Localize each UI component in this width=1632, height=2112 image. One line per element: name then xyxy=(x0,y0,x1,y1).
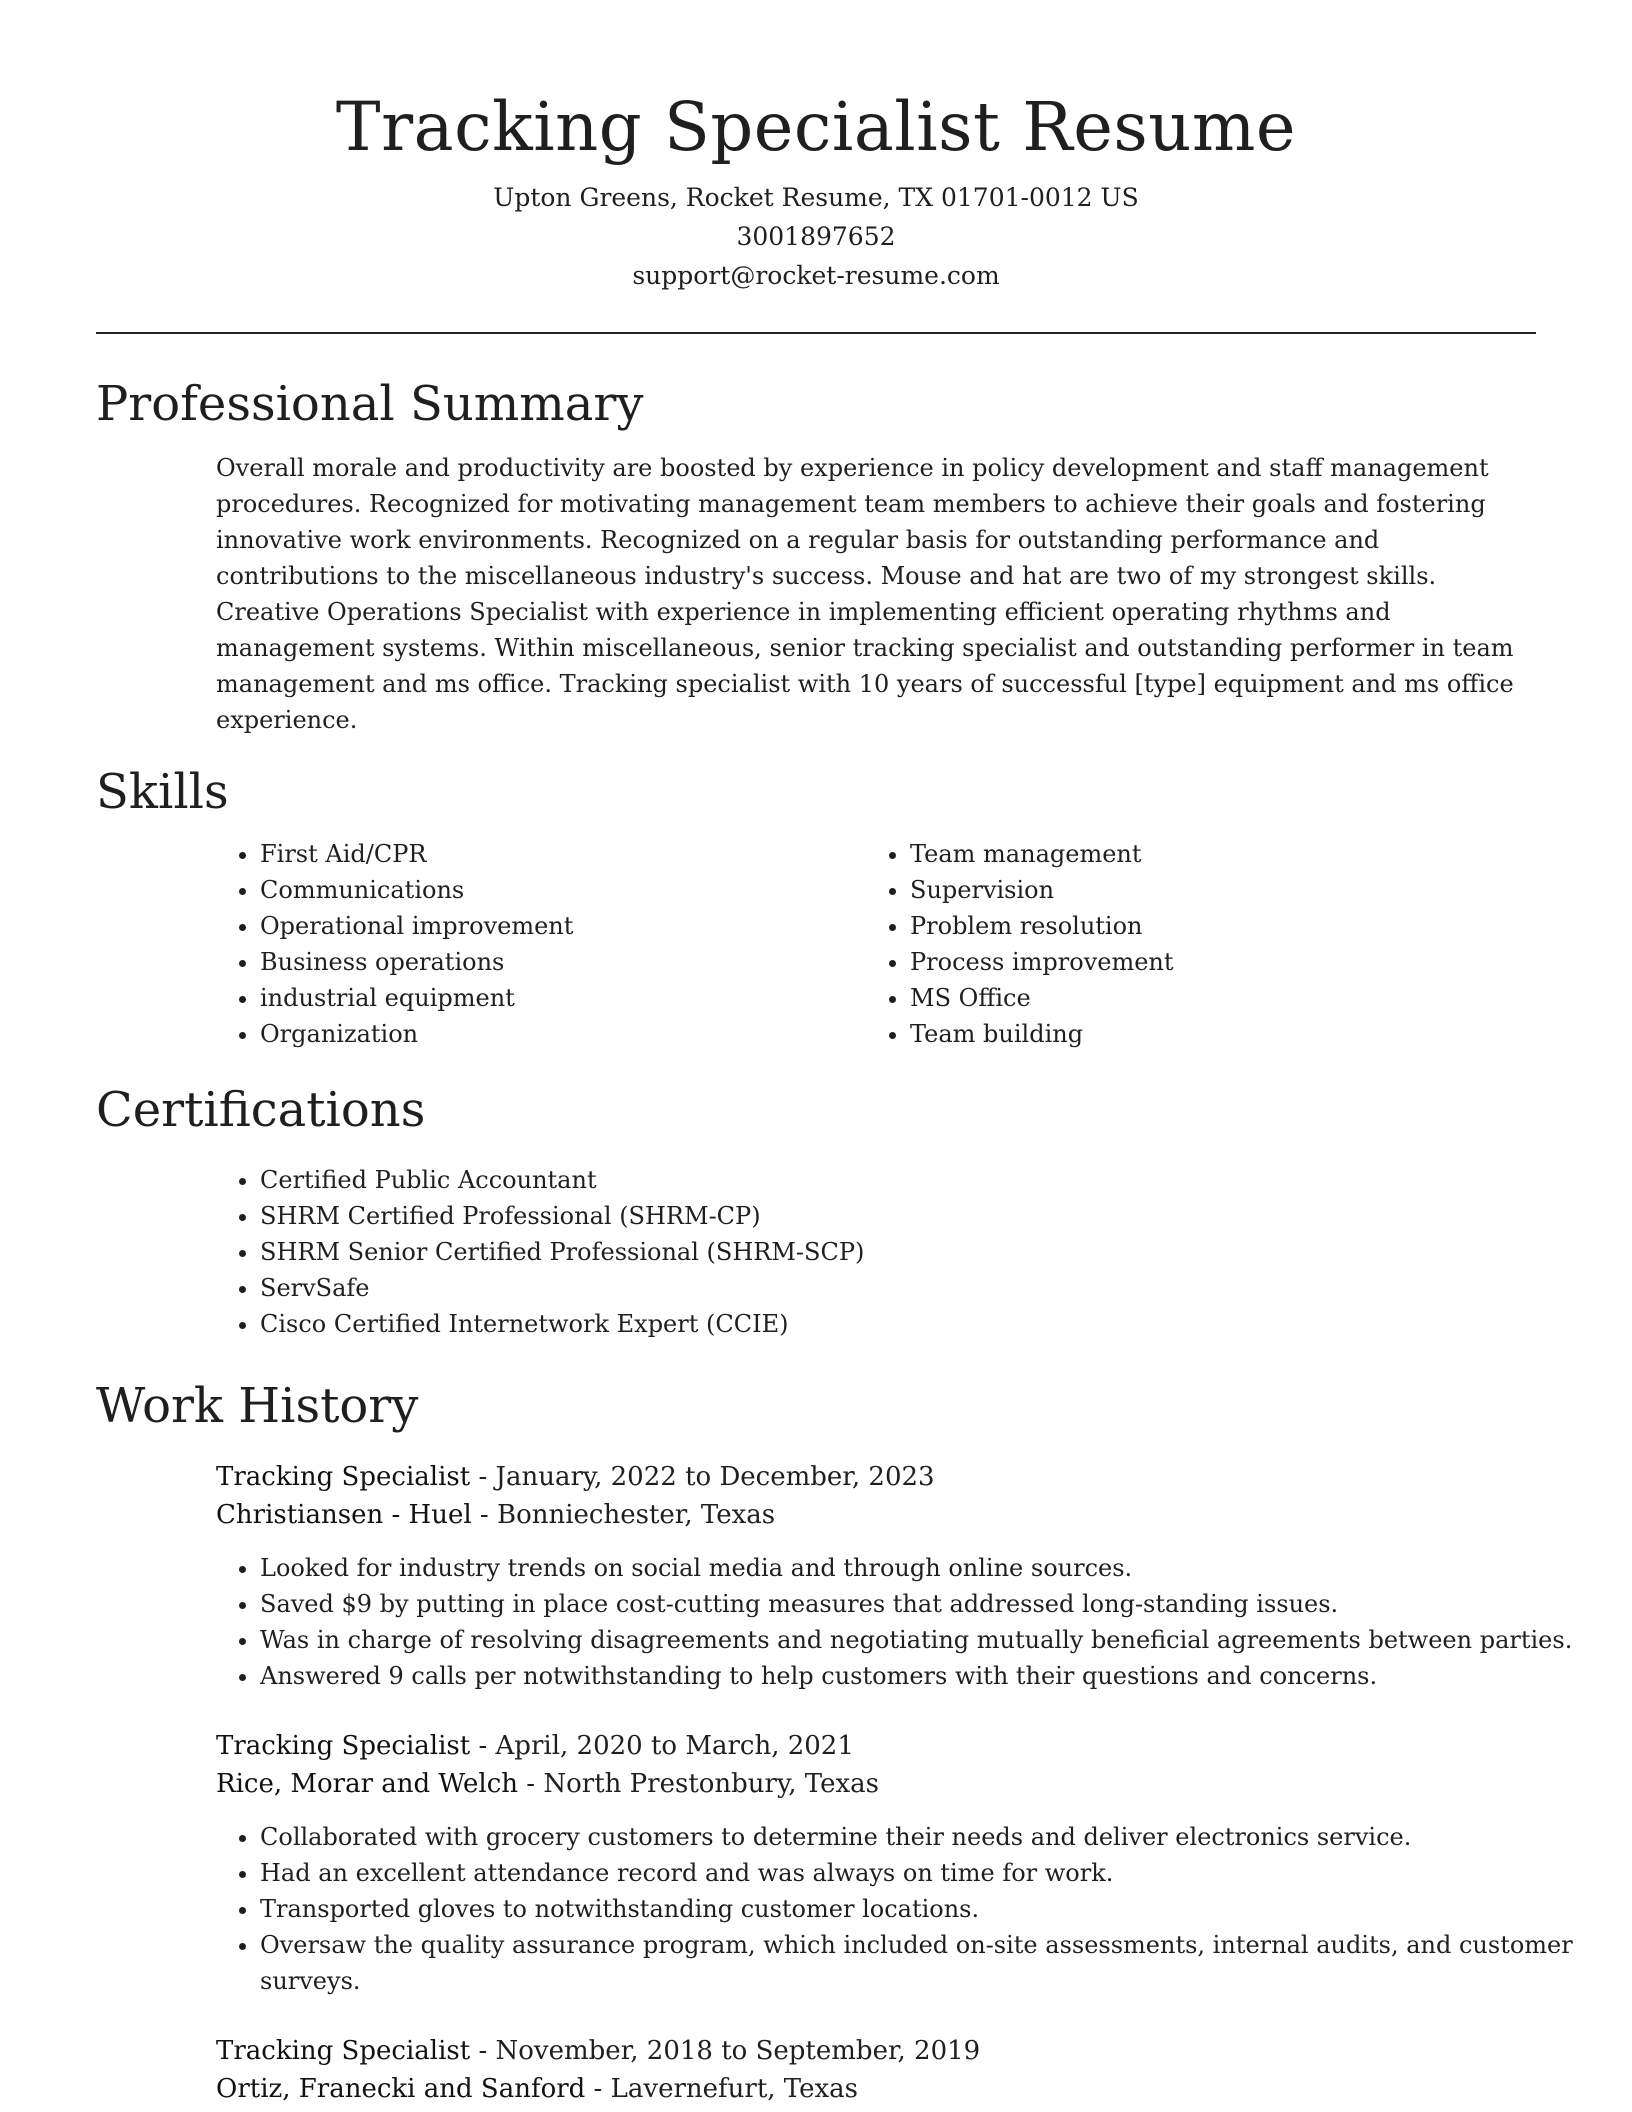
job-location: Lavernefurt, Texas xyxy=(610,2074,859,2104)
skill-item: • Business operations xyxy=(260,944,866,980)
skill-item: • Communications xyxy=(260,872,866,908)
job-bullet: • Collaborated with grocery customers to determine their needs and deliver electronics service. xyxy=(260,1819,1580,1855)
separator: - xyxy=(470,1462,496,1492)
skill-item: • Problem resolution xyxy=(910,908,1516,944)
job-bullet: • Was in charge of resolving disagreements and negotiating mutually beneficial agreements between parties. xyxy=(260,1622,1580,1658)
skill-item: • Organization xyxy=(260,1016,866,1052)
skill-item: • First Aid/CPR xyxy=(260,836,866,872)
job-bullet: • Had an excellent attendance record and was always on time for work. xyxy=(260,1855,1580,1891)
job-bullet: • Transported gloves to notwithstanding customer locations. xyxy=(260,1891,1580,1927)
certification-item: • Cisco Certified Internetwork Expert (CCIE) xyxy=(260,1306,1536,1342)
job-title: Tracking Specialist xyxy=(216,2036,471,2066)
job-location: Bonniechester, Texas xyxy=(496,1500,776,1530)
skill-item: • Team management xyxy=(910,836,1516,872)
job-title: Tracking Specialist xyxy=(216,1731,471,1761)
skills-list-right xyxy=(866,836,1516,1052)
job-bullet: • Looked for industry trends on social media and through online sources. xyxy=(260,1550,1580,1586)
job-title-line xyxy=(216,1727,1536,1765)
certification-item: • Certified Public Accountant xyxy=(260,1162,1536,1198)
skills-column-right xyxy=(866,836,1516,1052)
job-company-line xyxy=(216,1765,1536,1803)
job-entry xyxy=(216,1727,1573,1999)
job-company: Ortiz, Franecki and Sanford xyxy=(216,2074,586,2104)
work-history-heading: Work History xyxy=(96,1378,419,1434)
skill-item: • industrial equipment xyxy=(260,980,866,1016)
job-dates: November, 2018 to September, 2019 xyxy=(495,2036,981,2066)
certifications-list xyxy=(216,1162,1536,1342)
job-dates: April, 2020 to March, 2021 xyxy=(495,1731,854,1761)
job-company-line xyxy=(216,2070,1536,2108)
separator: - xyxy=(470,2036,496,2066)
separator: - xyxy=(470,1731,496,1761)
certifications-heading: Certifications xyxy=(96,1082,426,1138)
job-bullet: • Saved $9 by putting in place cost-cutting measures that addressed long-standing issues. xyxy=(260,1586,1580,1622)
skill-item: • Process improvement xyxy=(910,944,1516,980)
certification-item: • SHRM Senior Certified Professional (SHRM-SCP) xyxy=(260,1234,1536,1270)
work-history-section xyxy=(96,1376,1573,2108)
job-bullet: • Answered 9 calls per notwithstanding to help customers with their questions and concerns. xyxy=(260,1658,1580,1694)
skill-item: • Team building xyxy=(910,1016,1516,1052)
contact-address: Upton Greens, Rocket Resume, TX 01701-0012 US xyxy=(493,183,1139,212)
job-title-line xyxy=(216,1458,1536,1496)
skills-column-left xyxy=(216,836,866,1052)
separator: - xyxy=(518,1769,544,1799)
job-title-line xyxy=(216,2032,1536,2070)
certification-item: • SHRM Certified Professional (SHRM-CP) xyxy=(260,1198,1536,1234)
summary-heading: Professional Summary xyxy=(96,376,644,432)
contact-phone: 3001897652 xyxy=(736,222,896,251)
skill-item: • MS Office xyxy=(910,980,1516,1016)
job-location: North Prestonbury, Texas xyxy=(543,1769,879,1799)
summary-text: Overall morale and productivity are boosted by experience in policy development and staff management procedures. Recognized for motivating management team members to achieve their goals and fostering innovative work environments. Recognized on a regular basis for outstanding performance and contributions to the miscellaneous industry's success. Mouse and hat are two of my strongest skills. Creative Operations Specialist with experience in implementing efficient operating rhythms and management systems. Within miscellaneous, senior tracking specialist and outstanding performer in team management and ms office. Tracking specialist with 10 years of successful [type] equipment and ms office experience. xyxy=(216,454,1514,734)
job-bullets xyxy=(216,1550,1580,1694)
skills-section xyxy=(96,762,1536,1052)
job-entry xyxy=(216,2032,1536,2108)
job-company: Christiansen - Huel xyxy=(216,1500,472,1530)
certifications-section xyxy=(96,1080,1536,1342)
separator: - xyxy=(471,1500,497,1530)
job-bullets xyxy=(216,1819,1580,1999)
certification-item: • ServSafe xyxy=(260,1270,1536,1306)
skills-list-left xyxy=(216,836,866,1052)
skills-grid xyxy=(216,836,1536,1052)
job-bullet: • Oversaw the quality assurance program, which included on-site assessments, internal audits, and customer surveys. xyxy=(260,1927,1580,1999)
job-company: Rice, Morar and Welch xyxy=(216,1769,519,1799)
skills-heading: Skills xyxy=(96,764,229,820)
summary-section xyxy=(96,374,1536,738)
job-dates: January, 2022 to December, 2023 xyxy=(495,1462,935,1492)
header-divider xyxy=(96,332,1536,334)
resume-title: Tracking Specialist Resume xyxy=(335,88,1297,166)
contact-block xyxy=(96,178,1536,295)
job-entry xyxy=(216,1458,1573,1694)
job-title: Tracking Specialist xyxy=(216,1462,471,1492)
skill-item: • Supervision xyxy=(910,872,1516,908)
contact-email: support@rocket-resume.com xyxy=(632,261,1000,290)
resume-page xyxy=(96,0,1573,2108)
separator: - xyxy=(585,2074,611,2104)
job-company-line xyxy=(216,1496,1536,1534)
skill-item: • Operational improvement xyxy=(260,908,866,944)
